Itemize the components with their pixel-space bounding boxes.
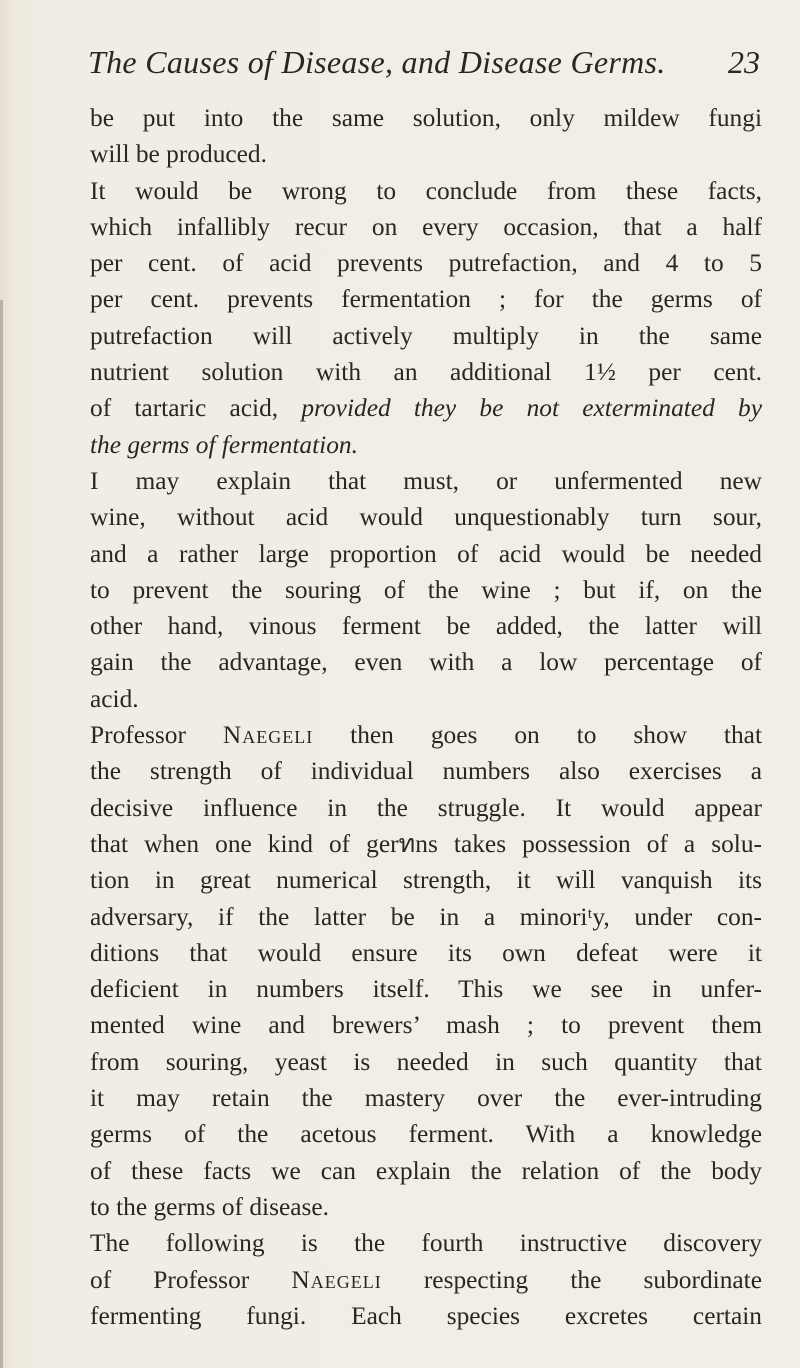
text-line: the strength of individual numbers also exercises a <box>90 757 762 786</box>
text-line: adversary, if the latter be in a minoriᵗy, under con- <box>90 902 762 931</box>
text-run: of Professor <box>90 1265 292 1294</box>
author-name: Naegeli <box>222 721 314 750</box>
page-number: 23 <box>728 44 760 80</box>
text-line: ditions that would ensure its own defeat were it <box>90 938 762 967</box>
text-line: The following is the fourth instructive discovery <box>90 1229 762 1258</box>
text-line: germs of the acetous ferment. With a knowledge <box>90 1120 762 1149</box>
text-line: to prevent the souring of the wine ; but if, on the <box>90 575 762 604</box>
text-line: to the germs of disease. <box>90 1192 330 1221</box>
text-run: respecting the subordinate <box>381 1265 762 1294</box>
text-line: It would be wrong to conclude from these facts, <box>90 176 762 205</box>
text-line: which infallibly recur on every occasion, that a half <box>90 212 762 241</box>
text-line: and a rather large proportion of acid would be needed <box>90 539 762 568</box>
text-line: of these facts we can explain the relation of the body <box>90 1156 762 1185</box>
text-line: I may explain that must, or unfermented new <box>90 466 762 495</box>
running-title: The Causes of Disease, and Disease Germs. <box>88 44 666 80</box>
text-line: that when one kind of gerทns takes possession of a solu- <box>90 829 762 858</box>
text-line: tion in great numerical strength, it will vanquish its <box>90 866 762 895</box>
text-line: be put into the same solution, only mildew fungi <box>90 104 762 132</box>
text-line: per cent. of acid prevents putrefaction, and 4 to 5 <box>90 249 762 278</box>
text-line: nutrient solution with an additional 1½ per cent. <box>90 358 762 387</box>
text-line <box>90 390 762 426</box>
text-line: mented wine and brewers’ mash ; to prevent them <box>90 1011 762 1040</box>
text-line: it may retain the mastery over the ever-intruding <box>90 1084 762 1113</box>
text-run: then goes on to show that <box>313 721 762 750</box>
text-line: deficient in numbers itself. This we see in unfer- <box>90 975 762 1004</box>
text-line: putrefaction will actively multiply in the same <box>90 321 762 350</box>
text-line: other hand, vinous ferment be added, the latter will <box>90 612 762 641</box>
body-text <box>90 100 762 1334</box>
text-run: of tartaric acid, <box>90 394 302 423</box>
text-line: acid. <box>90 684 139 713</box>
text-line: gain the advantage, even with a low percentage of <box>90 648 762 677</box>
italic-text: provided they be not exterminated by <box>301 394 762 423</box>
text-line: per cent. prevents fermentation ; for the germs of <box>90 285 762 314</box>
running-header <box>88 44 760 94</box>
text-line <box>90 717 762 753</box>
author-name: Naegeli <box>291 1265 382 1294</box>
text-line <box>90 1262 762 1298</box>
text-line: fermenting fungi. Each species excretes certain <box>90 1301 762 1330</box>
page-gutter-edge <box>0 300 3 1368</box>
text-line: will be produced. <box>90 140 267 169</box>
text-line: decisive influence in the struggle. It would appear <box>90 793 762 822</box>
text-line: wine, without acid would unquestionably turn sour, <box>90 503 762 532</box>
italic-text-line: the germs of fermentation. <box>90 430 358 459</box>
text-run: Professor <box>90 721 223 750</box>
text-line: from souring, yeast is needed in such quantity that <box>90 1047 762 1076</box>
